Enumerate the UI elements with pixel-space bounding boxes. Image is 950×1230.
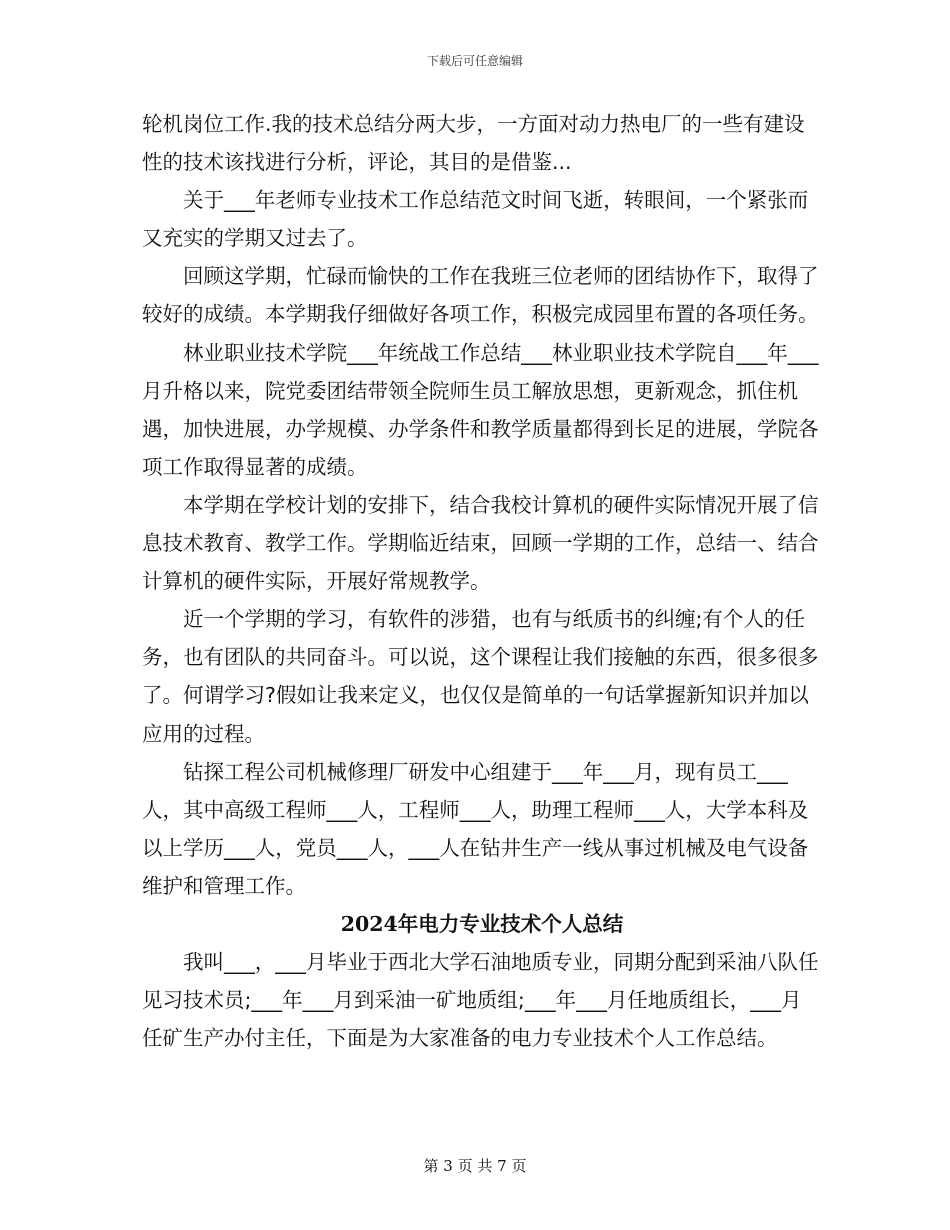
section-heading: 2024年电力专业技术个人总结 [340, 911, 624, 936]
paragraph-3: 回顾这学期，忙碌而愉快的工作在我班三位老师的团结协作下，取得了较好的成绩。本学期我仔细做好各项工作，积极完成园里布置的各项任务。 [142, 264, 819, 327]
paragraph-2: 关于___年老师专业技术工作总结范文时间飞逝，转眼间，一个紧张而又充实的学期又过去了。 [142, 188, 809, 251]
paragraph-5: 本学期在学校计划的安排下，结合我校计算机的硬件实际情况开展了信息技术教育、教学工作。学期临近结束，回顾一学期的工作，总结一、结合计算机的硬件实际，开展好常规教学。 [142, 492, 819, 594]
paragraph-4: 林业职业技术学院___年统战工作总结___林业职业技术学院自___年___月升格以来，院党委团结带领全院师生员工解放思想，更新观念，抓住机遇，加快进展，办学规模、办学条件和教学质量都得到长足的进展，学院各项工作取得显著的成绩。 [142, 340, 819, 479]
document-body [142, 105, 822, 1057]
paragraph-1: 轮机岗位工作.我的技术总结分两大步，一方面对动力热电厂的一些有建设性的技术该找进行分析，评论，其目的是借鉴... [142, 112, 805, 175]
page-number: 第 3 页 共 7 页 [423, 1157, 527, 1175]
paragraph-8: 我叫___，___月毕业于西北大学石油地质专业，同期分配到采油八队任见习技术员;___年___月到采油一矿地质组;___年___月任地质组长，___月任矿生产办付主任，下面是为大家准备的电力专业技术个人工作总结。 [142, 950, 819, 1051]
paragraph-7: 钻探工程公司机械修理厂研发中心组建于___年___月，现有员工___人，其中高级工程师___人，工程师___人，助理工程师___人，大学本科及以上学历___人，党员___人，___人在钻井生产一线从事过机械及电气设备维护和管理工作。 [142, 759, 809, 898]
paragraph-6: 近一个学期的学习，有软件的涉猎，也有与纸质书的纠缠;有个人的任务，也有团队的共同奋斗。可以说，这个课程让我们接触的东西，很多很多了。何谓学习?假如让我来定义，也仅仅是简单的一句话掌握新知识并加以应用的过程。 [142, 607, 819, 746]
page-header: 下载后可任意编辑 [426, 54, 523, 68]
